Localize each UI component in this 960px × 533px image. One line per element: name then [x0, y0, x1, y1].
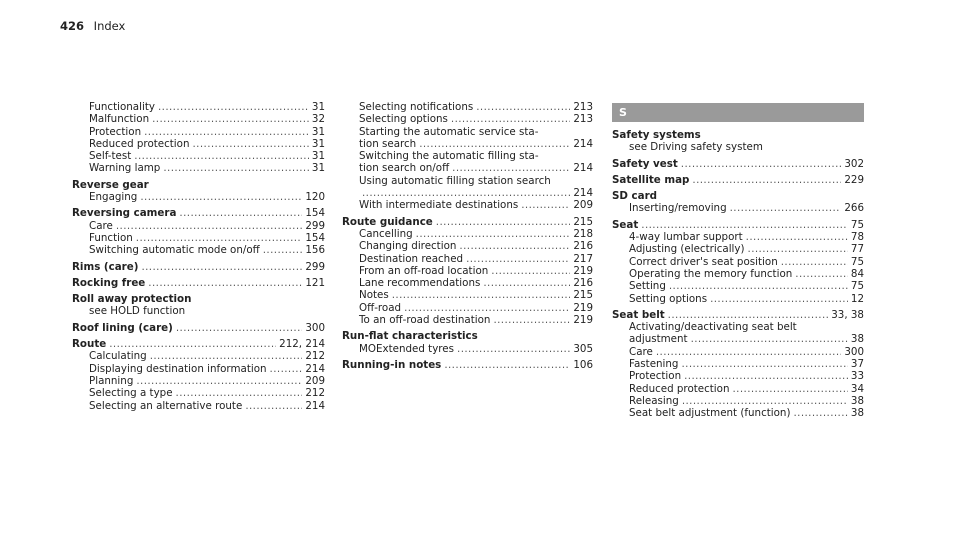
page-reference[interactable]: 37 — [850, 358, 864, 371]
entry-label: Malfunction — [89, 113, 150, 126]
index-subentry — [612, 395, 864, 407]
page-reference[interactable]: 213 — [573, 101, 593, 113]
page-reference[interactable]: 209 — [573, 199, 593, 212]
index-subentry — [72, 375, 325, 387]
page-reference[interactable]: 75 — [850, 218, 864, 231]
dot-leader — [451, 113, 570, 125]
index-heading — [342, 330, 593, 342]
entry-label: Releasing — [629, 394, 679, 407]
dot-leader — [158, 101, 309, 113]
entry-label: From an off-road location — [359, 264, 489, 277]
index-heading — [72, 179, 325, 191]
index-subentry — [612, 280, 864, 292]
index-subentry — [72, 363, 325, 375]
page-reference[interactable]: 212 — [305, 350, 325, 363]
page-reference[interactable]: 31 — [311, 125, 325, 138]
page-reference[interactable]: 299 — [305, 260, 325, 273]
entry-label: Setting options — [629, 292, 708, 305]
index-subentry — [342, 175, 593, 187]
dot-leader — [163, 162, 309, 174]
index-subentry — [612, 333, 864, 345]
dot-leader — [781, 256, 848, 268]
index-subentry — [342, 314, 593, 326]
page-reference[interactable]: 77 — [850, 243, 864, 256]
entry-label: With intermediate destinations — [359, 199, 519, 212]
page-reference[interactable]: 121 — [305, 276, 325, 289]
index-subentry — [72, 244, 325, 256]
dot-leader — [452, 162, 570, 174]
entry-label: Rocking free — [72, 276, 146, 289]
page-reference[interactable]: 31 — [311, 162, 325, 175]
index-subentry — [342, 126, 593, 138]
entry-label: Protection — [89, 125, 142, 138]
entry-label: Selecting notifications — [359, 101, 474, 113]
page-reference[interactable]: 229 — [844, 173, 864, 186]
index-subentry — [72, 101, 325, 113]
page-reference[interactable]: 219 — [573, 314, 593, 327]
dot-leader — [669, 280, 848, 292]
entry-label: Reduced protection — [629, 382, 730, 395]
index-subentry — [612, 407, 864, 419]
entry-label: 4-way lumbar support — [629, 231, 743, 244]
dot-leader — [748, 243, 848, 255]
entry-label: Selecting options — [359, 113, 448, 126]
page-reference[interactable]: 215 — [573, 289, 593, 302]
dot-leader — [641, 219, 848, 231]
entry-label: Function — [89, 231, 133, 244]
dot-leader — [681, 158, 842, 170]
page-reference[interactable]: 106 — [573, 358, 593, 371]
entry-label: Route guidance — [342, 215, 433, 228]
page-reference[interactable]: 214 — [573, 187, 593, 200]
entry-label: Using automatic filling station search — [359, 174, 551, 187]
dot-leader — [682, 395, 848, 407]
index-subentry — [342, 187, 593, 199]
entry-label: Off-road — [359, 301, 402, 314]
dot-leader — [148, 277, 302, 289]
index-heading — [342, 216, 593, 228]
page-reference[interactable]: 219 — [573, 264, 593, 277]
dot-leader — [245, 400, 302, 412]
index-subentry — [342, 138, 593, 150]
index-column-2 — [342, 101, 593, 371]
index-subentry — [342, 199, 593, 211]
page-reference[interactable]: 38 — [850, 407, 864, 420]
index-subentry — [612, 256, 864, 268]
index-subentry — [612, 231, 864, 243]
entry-label: Self-test — [89, 150, 132, 163]
index-subentry — [72, 305, 325, 317]
entry-label: Fastening — [629, 358, 679, 371]
entry-label: Roll away protection — [72, 293, 192, 306]
page-reference[interactable]: 31 — [311, 101, 325, 113]
entry-label: Care — [629, 345, 653, 358]
entry-label: Starting the automatic service sta- — [359, 125, 539, 138]
dot-leader — [491, 265, 570, 277]
index-heading — [612, 174, 864, 186]
dot-leader — [270, 363, 303, 375]
dot-leader — [263, 244, 303, 256]
index-subentry — [612, 202, 864, 214]
index-subentry — [72, 162, 325, 174]
dot-leader — [684, 370, 848, 382]
dot-leader — [476, 101, 570, 113]
page-reference[interactable]: 31 — [311, 150, 325, 163]
entry-label: Safety systems — [612, 129, 701, 141]
page-reference[interactable]: 12 — [850, 292, 864, 305]
index-subentry — [72, 350, 325, 362]
page-reference[interactable]: 212, 214 — [279, 338, 325, 351]
dot-leader — [493, 314, 570, 326]
index-subentry — [342, 150, 593, 162]
dot-leader — [140, 191, 302, 203]
index-heading — [72, 261, 325, 273]
entry-label: MOExtended tyres — [359, 342, 455, 355]
index-heading — [612, 309, 864, 321]
page-reference[interactable]: 302 — [844, 157, 864, 170]
index-subentry — [612, 141, 864, 153]
index-subentry — [342, 265, 593, 277]
page-reference[interactable]: 154 — [305, 231, 325, 244]
entry-label: Rims (care) — [72, 260, 139, 273]
index-heading — [612, 158, 864, 170]
page-reference[interactable]: 212 — [305, 387, 325, 400]
entry-label: Seat belt — [612, 308, 665, 321]
entry-label: Protection — [629, 370, 682, 383]
page-reference[interactable]: 209 — [305, 374, 325, 387]
index-subentry — [342, 113, 593, 125]
entry-label: tion search on/off — [359, 162, 450, 175]
dot-leader — [793, 407, 847, 419]
entry-label: Changing direction — [359, 240, 457, 253]
dot-leader — [109, 338, 276, 350]
dot-leader — [746, 231, 848, 243]
entry-label: Switching the automatic filling sta- — [359, 150, 539, 163]
dot-leader — [710, 293, 848, 305]
dot-leader — [176, 387, 303, 399]
page-reference[interactable]: 33 — [850, 370, 864, 383]
index-subentry — [612, 346, 864, 358]
index-subentry — [342, 343, 593, 355]
entry-label: Reduced protection — [89, 137, 190, 150]
dot-leader — [134, 150, 309, 162]
page-reference[interactable]: 154 — [305, 207, 325, 220]
page-reference[interactable]: 213 — [573, 113, 593, 126]
dot-leader — [795, 268, 848, 280]
index-heading — [342, 359, 593, 371]
index-subentry — [72, 400, 325, 412]
page-reference[interactable]: 84 — [850, 267, 864, 280]
dot-leader — [136, 375, 302, 387]
index-heading — [72, 207, 325, 219]
index-subentry — [612, 268, 864, 280]
dot-leader — [419, 138, 570, 150]
index-subentry — [72, 232, 325, 244]
index-heading — [612, 190, 864, 202]
entry-label: Operating the memory function — [629, 267, 793, 280]
index-subentry — [72, 220, 325, 232]
index-subentry — [342, 240, 593, 252]
dot-leader — [150, 350, 303, 362]
entry-label: Roof lining (care) — [72, 321, 173, 334]
entry-label: Running-in notes — [342, 358, 442, 371]
entry-label: Route — [72, 338, 107, 351]
dot-leader — [136, 232, 303, 244]
index-subentry — [72, 126, 325, 138]
entry-label: To an off-road destination — [359, 314, 491, 327]
index-subentry — [72, 150, 325, 162]
dot-leader — [416, 228, 571, 240]
entry-label: SD card — [612, 190, 658, 203]
index-subentry — [342, 228, 593, 240]
entry-label: Seat belt adjustment (function) — [629, 407, 791, 420]
page-reference[interactable]: 299 — [305, 219, 325, 232]
entry-label: Warning lamp — [89, 162, 161, 175]
entry-label: see HOLD function — [89, 305, 186, 318]
page-reference[interactable]: 38 — [850, 333, 864, 346]
page-reference[interactable]: 266 — [844, 202, 864, 215]
index-subentry — [612, 358, 864, 370]
entry-label: adjustment — [629, 333, 688, 346]
page-reference[interactable]: 305 — [573, 342, 593, 355]
index-heading — [72, 322, 325, 334]
index-subentry — [72, 113, 325, 125]
page-reference[interactable]: 214 — [573, 162, 593, 175]
entry-label: Seat — [612, 218, 639, 231]
index-subentry — [612, 321, 864, 333]
entry-label: Reversing camera — [72, 207, 177, 220]
index-heading — [612, 129, 864, 141]
entry-label: Inserting/removing — [629, 202, 727, 215]
page-reference[interactable]: 300 — [305, 321, 325, 334]
dot-leader — [692, 174, 841, 186]
index-column-3 — [612, 103, 864, 420]
entry-label: Lane recommendations — [359, 277, 481, 290]
entry-label: Switching automatic mode on/off — [89, 244, 260, 257]
entry-label: Reverse gear — [72, 178, 149, 191]
index-subentry — [612, 383, 864, 395]
index-subentry — [342, 277, 593, 289]
dot-leader — [362, 187, 570, 199]
dot-leader — [681, 358, 847, 370]
entry-label: Selecting an alternative route — [89, 399, 243, 412]
page-number: 426 — [60, 19, 85, 33]
page-reference[interactable]: 75 — [850, 255, 864, 268]
dot-leader — [404, 302, 570, 314]
entry-label: Safety vest — [612, 157, 678, 170]
page-reference[interactable]: 31 — [311, 137, 325, 150]
dot-leader — [179, 207, 302, 219]
entry-label: Setting — [629, 280, 666, 293]
dot-leader — [656, 346, 842, 358]
entry-label: Displaying destination information — [89, 362, 267, 375]
page-reference[interactable]: 214 — [305, 362, 325, 375]
index-subentry — [72, 191, 325, 203]
page-reference[interactable]: 216 — [573, 240, 593, 253]
index-subentry — [342, 302, 593, 314]
page-reference[interactable]: 156 — [305, 244, 325, 257]
entry-label: Planning — [89, 374, 134, 387]
index-heading — [72, 277, 325, 289]
dot-leader — [668, 309, 829, 321]
entry-label: Cancelling — [359, 227, 413, 240]
page-reference[interactable]: 217 — [573, 252, 593, 265]
entry-label: Run-flat characteristics — [342, 330, 478, 343]
dot-leader — [457, 343, 570, 355]
page-reference[interactable]: 218 — [573, 227, 593, 240]
entry-label: Notes — [359, 289, 389, 302]
page-reference[interactable]: 214 — [573, 137, 593, 150]
page-reference[interactable]: 32 — [311, 113, 325, 126]
dot-leader — [483, 277, 570, 289]
dot-leader — [392, 289, 571, 301]
page-reference[interactable]: 38 — [850, 394, 864, 407]
dot-leader — [459, 240, 570, 252]
page-reference[interactable]: 214 — [305, 399, 325, 412]
entry-label: Calculating — [89, 350, 147, 363]
dot-leader — [176, 322, 302, 334]
index-subentry — [72, 387, 325, 399]
dot-leader — [730, 202, 842, 214]
dot-leader — [436, 216, 571, 228]
entry-label: tion search — [359, 137, 417, 150]
section-letter-bar — [612, 103, 864, 122]
page-reference[interactable]: 120 — [305, 191, 325, 204]
page-reference[interactable]: 300 — [844, 345, 864, 358]
page-header — [60, 19, 125, 33]
entry-label: Activating/deactivating seat belt — [629, 321, 797, 334]
entry-label: Destination reached — [359, 252, 464, 265]
entry-label: Satellite map — [612, 173, 690, 186]
index-column-1 — [72, 101, 325, 412]
entry-label: Selecting a type — [89, 387, 173, 400]
dot-leader — [466, 253, 570, 265]
index-heading — [72, 293, 325, 305]
entry-label: Adjusting (electrically) — [629, 243, 745, 256]
dot-leader — [141, 261, 302, 273]
dot-leader — [444, 359, 570, 371]
dot-leader — [144, 126, 309, 138]
dot-leader — [733, 383, 848, 395]
dot-leader — [691, 333, 848, 345]
index-subentry — [72, 138, 325, 150]
page-reference[interactable]: 215 — [573, 215, 593, 228]
entry-label: see Driving safety system — [629, 141, 763, 154]
entry-label: Correct driver's seat position — [629, 255, 778, 268]
entry-label: Functionality — [89, 101, 155, 113]
index-subentry — [342, 162, 593, 174]
entry-label: Engaging — [89, 191, 138, 204]
page-reference[interactable]: 34 — [850, 382, 864, 395]
page-reference[interactable]: 219 — [573, 301, 593, 314]
index-subentry — [342, 289, 593, 301]
section-letter: S — [619, 106, 627, 119]
index-subentry — [342, 101, 593, 113]
page-reference[interactable]: 33, 38 — [831, 308, 864, 321]
index-subentry — [342, 253, 593, 265]
index-subentry — [612, 370, 864, 382]
dot-leader — [152, 113, 309, 125]
dot-leader — [116, 220, 303, 232]
page-reference[interactable]: 216 — [573, 277, 593, 290]
index-heading — [72, 338, 325, 350]
entry-label: Care — [89, 219, 113, 232]
page-reference[interactable]: 75 — [850, 280, 864, 293]
dot-leader — [521, 199, 570, 211]
index-heading — [612, 219, 864, 231]
dot-leader — [193, 138, 309, 150]
page-reference[interactable]: 78 — [850, 231, 864, 244]
index-subentry — [612, 243, 864, 255]
page-header-title: Index — [93, 19, 126, 33]
index-subentry — [612, 293, 864, 305]
